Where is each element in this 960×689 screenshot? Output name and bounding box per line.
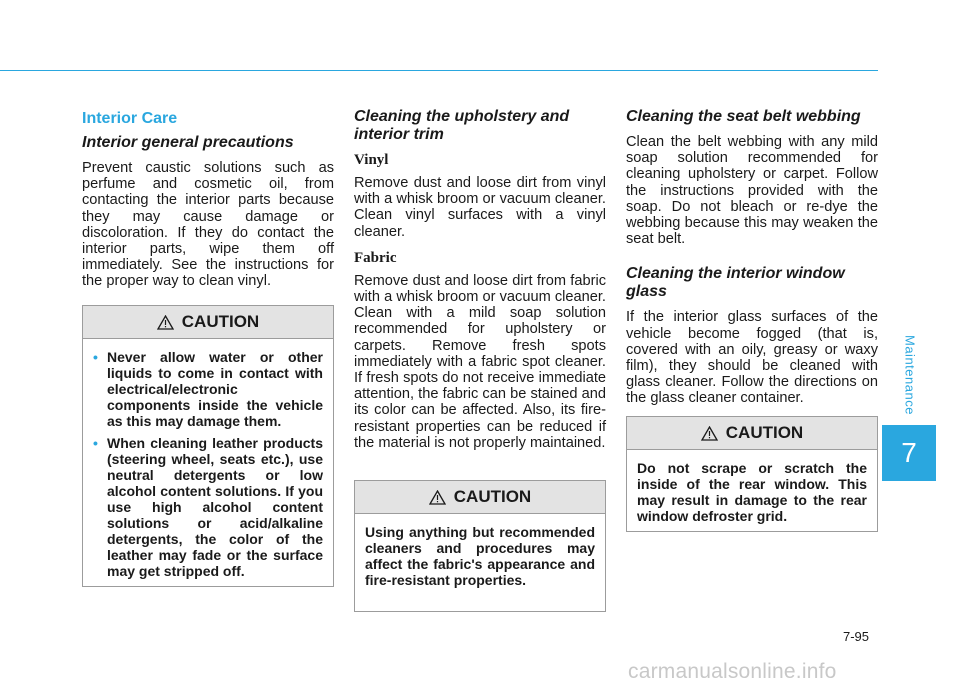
window-glass-text: If the interior glass surfaces of the vehicle become fogged (that is, covered with an oily, greasy or waxy film), they should be cleaned with glass cleaner. Follow the directions on the glass cleaner container. (626, 309, 878, 407)
caution-item: • When cleaning leather products (steering wheel, seats etc.), use neutral detergents or low alcohol content solutions. If you use high alcohol content solutions or acid/alkaline detergents, the color of the leather may fade or the surface may get stripped off. (93, 435, 323, 579)
heading-vinyl: Vinyl (354, 152, 389, 168)
seat-belt-text: Clean the belt webbing with any mild soap solution recommended for cleaning upholstery or carpet. Follow the instructions provided with the soap. Do not bleach or re-dye the webbing because this may weaken the seat belt. (626, 134, 878, 248)
vinyl-text: Remove dust and loose dirt from vinyl with a whisk broom or vacuum cleaner. Clean vinyl surfaces with a vinyl cleaner. (354, 175, 606, 240)
heading-window-glass: Cleaning the interior window glass (626, 265, 845, 301)
caution-box-liquids-leather (82, 305, 334, 587)
caution-list (93, 349, 323, 579)
caution-header (355, 481, 605, 514)
section-title: Interior Care (82, 110, 178, 127)
heading-general-precautions: Interior general precautions (82, 134, 294, 151)
heading-upholstery: Cleaning the upholstery and interior trim (354, 108, 570, 143)
warning-triangle-icon (157, 315, 174, 330)
caution-body: Using anything but recommended cleaners and procedures may affect the fabric's appearance and fire-resistant properties. (365, 524, 595, 588)
column-left (82, 108, 334, 290)
chapter-label: Maintenance (902, 335, 918, 415)
caution-item: • Never allow water or other liquids to come in contact with electrical/electronic components inside the vehicle as this may damage them. (93, 349, 323, 429)
caution-header (627, 417, 877, 450)
general-precautions-text: Prevent caustic solutions such as perfume and cosmetic oil, from contacting the interior parts because they may cause damage or discoloration. If they do contact the interior parts, wipe them off immediately. See the instructions for the proper way to clean vinyl. (82, 160, 334, 290)
heading-fabric: Fabric (354, 249, 397, 266)
caution-box-rear-window (626, 416, 878, 532)
warning-triangle-icon (429, 490, 446, 505)
caution-header (83, 306, 333, 339)
chapter-number-tab: 7 (882, 425, 936, 481)
caution-title: CAUTION (453, 487, 532, 506)
page-number: 7-95 (843, 629, 870, 644)
caution-title: CAUTION (725, 423, 804, 442)
watermark: carmanualsonline.info (628, 660, 837, 683)
caution-body (83, 339, 333, 593)
caution-title: CAUTION (181, 312, 260, 331)
bullet-icon: • (93, 435, 98, 451)
top-rule (0, 70, 878, 71)
column-middle (354, 108, 606, 451)
warning-triangle-icon (701, 426, 718, 441)
caution-body: Do not scrape or scratch the inside of the rear window. This may result in damage to the rear window defroster grid. (637, 460, 867, 524)
caution-box-fabric (354, 480, 606, 612)
fabric-text: Remove dust and loose dirt from fabric with a whisk broom or vacuum cleaner. Clean with a mild soap solution recommended for upholstery or carpets. Remove fresh spots immediately with a fabric spot cleaner. If fresh spots do not receive immediate attention, the fabric can be stained and its color can be affected. Also, its fire-resistant properties can be reduced if the material is not properly maintained. (354, 272, 606, 451)
heading-seat-belt: Cleaning the seat belt webbing (626, 108, 861, 125)
bullet-icon: • (93, 349, 98, 365)
column-right (626, 108, 878, 407)
